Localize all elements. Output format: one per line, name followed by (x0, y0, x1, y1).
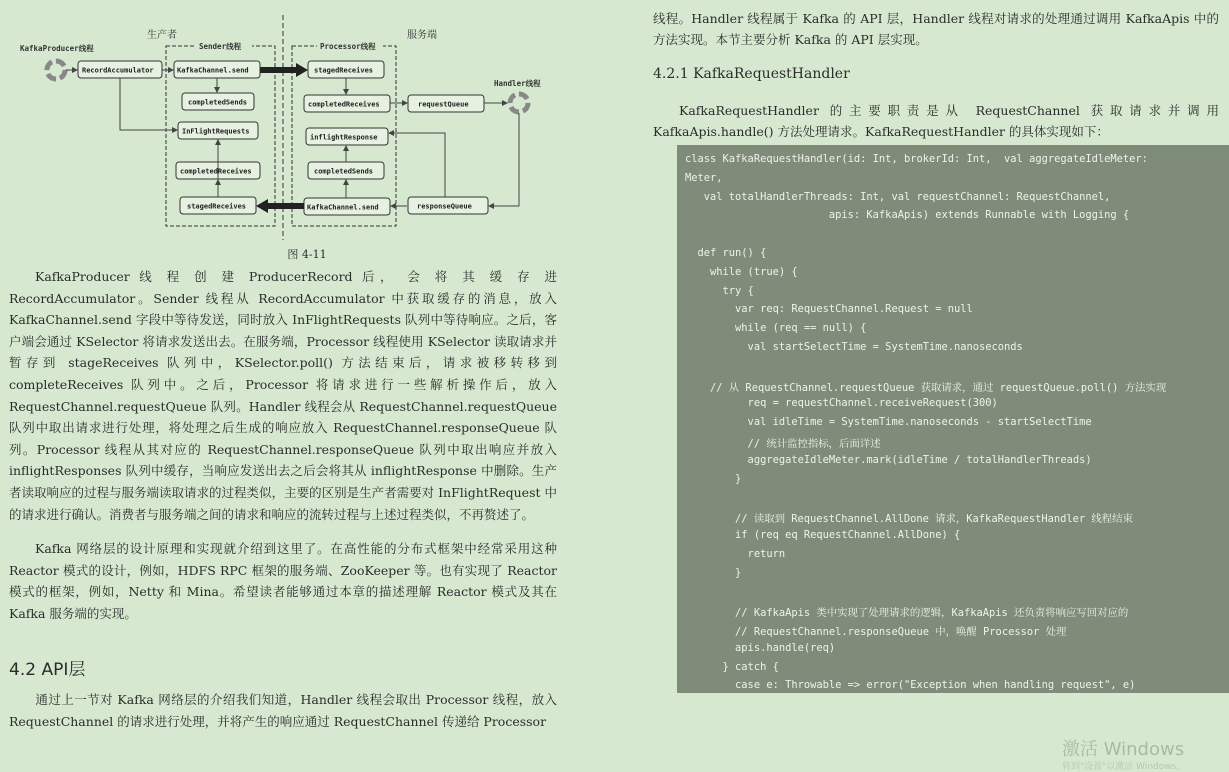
section-heading-4-2-1: 4.2.1 KafkaRequestHandler (653, 66, 850, 82)
left-page (0, 0, 614, 766)
code-line: class KafkaRequestHandler(id: Int, brokerId: Int, val aggregateIdleMeter: (685, 153, 1148, 165)
producer-thread-cycle-icon (47, 61, 65, 79)
label-kafka-producer-thread: KafkaProducer线程 (20, 44, 94, 53)
code-block (677, 145, 1229, 693)
body-paragraph-1: KafkaProducer 线 程 创 建 ProducerRecord 后， 会 将 其 缓 存 进 RecordAccumulator。Sender 线程从 RecordAccumulator 中获取缓存的消息，放入 KafkaChannel.send 字段中等待发送，同时放入 InFlightRequests 队列中等待响应。之后，客户端会通过 KSelector 将请求发送出去。在服务端，Processor 线程使用 KSelector 读取请求并暂存到 stageReceives 队列中，KSelector.poll() 方法结束后，请求被移转移到 completeReceives 队列中。之后，Processor 将请求进行一些解析操作后，放入 RequestChannel.requestQueue 队列。Handler 线程会从 RequestChannel.requestQueue 队列中取出请求进行处理，将处理之后生成的响应放入 RequestChannel.responseQueue 队列。Processor 线程从其对应的 RequestChannel.responseQueue 队列中取出响应并放入 inflightResponses 队列中缓存，当响应发送出去之后会将其从 inflightResponse 中删除。生产者读取响应的过程与服务端读取请求的过程类似，主要的区别是生产者需要对 InFlightRequest 中的请求进行确认。消费者与服务端之间的请求和响应的流转过程与上述过程类似，不再赘述了。 (9, 269, 557, 522)
code-line: val idleTime = SystemTime.nanoseconds - startSelectTime (685, 416, 1092, 429)
box-staged-receives-right: stagedReceives (314, 66, 374, 75)
windows-activation-watermark: 激活 Windows (1062, 739, 1185, 760)
code-line: Meter, (685, 171, 723, 184)
label-producer-side: 生产者 (147, 30, 177, 41)
box-completed-receives-right: completedReceives (308, 100, 380, 109)
code-line: def run() { (685, 247, 767, 259)
label-handler-thread: Handler线程 (494, 79, 541, 88)
bold-arrow-response (256, 199, 304, 213)
box-response-queue: responseQueue (417, 202, 472, 211)
windows-activation-watermark-subtitle: 转到"设置"以激活 Windows。 (1062, 762, 1186, 772)
code-line: req = requestChannel.receiveRequest(300) (685, 397, 998, 410)
code-line: return (685, 547, 786, 560)
handler-thread-cycle-icon (510, 94, 528, 112)
code-line: case e: Throwable => error("Exception when handling request", e) (685, 679, 1136, 692)
right-paragraph-intro: KafkaRequestHandler 的主要职责是从 RequestChannel 获取请求并调用 KafkaApis.handle() 方法处理请求。KafkaRequestHandler 的具体实现如下： (653, 103, 1219, 139)
box-inflight-response: inflightResponse (310, 133, 378, 142)
code-line: // 从 RequestChannel.requestQueue 获取请求，通过 requestQueue.poll() 方法实现 (685, 381, 1167, 394)
body-paragraph-3: 通过上一节对 Kafka 网络层的介绍我们知道，Handler 线程会取出 Processor 线程，放入 RequestChannel 的请求进行处理，并将产生的响应通过 RequestChannel 传递给 Processor (9, 692, 557, 729)
box-completed-receives-left: completedReceives (180, 167, 252, 176)
code-line: while (true) { (685, 265, 798, 278)
box-kafkachannel-send-top: KafkaChannel.send (177, 66, 249, 75)
code-line: val startSelectTime = SystemTime.nanoseconds (685, 341, 1023, 353)
code-line: try { (685, 284, 754, 297)
code-line: // RequestChannel.responseQueue 中，唤醒 Processor 处理 (685, 626, 1067, 638)
code-line: } (685, 472, 742, 485)
code-line: apis: KafkaApis) extends Runnable with Logging { (685, 209, 1130, 222)
box-request-queue: requestQueue (418, 100, 469, 109)
code-line: apis.handle(req) (685, 641, 836, 654)
box-completed-sends-left: completedSends (188, 98, 248, 107)
right-page (614, 0, 1229, 766)
code-line: // 读取到 RequestChannel.AllDone 请求，KafkaRequestHandler 线程结束 (685, 513, 1133, 526)
code-line: } catch { (685, 660, 779, 673)
section-heading-4-2: 4.2 API层 (9, 660, 86, 680)
right-paragraph-top: 线程。Handler 线程属于 Kafka 的 API 层，Handler 线程对请求的处理通过调用 KafkaApis 中的方法实现。本节主要分析 Kafka 的 API 层实现。 (653, 11, 1219, 47)
code-line: var req: RequestChannel.Request = null (685, 303, 973, 316)
box-inflight-requests: InFlightRequests (182, 127, 250, 136)
bold-arrow-request (260, 63, 308, 77)
code-line: if (req eq RequestChannel.AllDone) { (685, 529, 961, 541)
code-line: aggregateIdleMeter.mark(idleTime / totalHandlerThreads) (685, 453, 1092, 466)
box-completed-sends-right: completedSends (314, 167, 374, 176)
figure-caption: 图 4-11 (287, 248, 327, 261)
label-server-side: 服务端 (407, 30, 437, 41)
label-processor-thread: Processor线程 (320, 42, 376, 51)
body-paragraph-2: Kafka 网络层的设计原理和实现就介绍到这里了。在高性能的分布式框架中经常采用这种 Reactor 模式的设计，例如，HDFS RPC 框架的服务端、ZooKeeper 等。也有实现了 Reactor 模式的框架，例如，Netty 和 Mina。希望读者能够通过本章的描述理解 Reactor 模式及其在 Kafka 服务端的实现。 (9, 541, 557, 621)
code-line: // KafkaApis 类中实现了处理请求的逻辑，KafkaApis 还负责将响应写回对应的 (685, 607, 1129, 620)
code-line: val totalHandlerThreads: Int, val requestChannel: RequestChannel, (685, 190, 1111, 203)
box-staged-receives-left: stagedReceives (187, 202, 247, 211)
code-line: // 统计监控指标，后面详述 (685, 438, 881, 450)
code-line: } (685, 566, 742, 579)
label-sender-thread: Sender线程 (199, 42, 242, 51)
code-line: while (req == null) { (685, 322, 867, 335)
figure-4-11-diagram (0, 0, 614, 262)
box-record-accumulator: RecordAccumulator (82, 66, 154, 75)
box-kafkachannel-send-bottom: KafkaChannel.send (307, 203, 379, 212)
